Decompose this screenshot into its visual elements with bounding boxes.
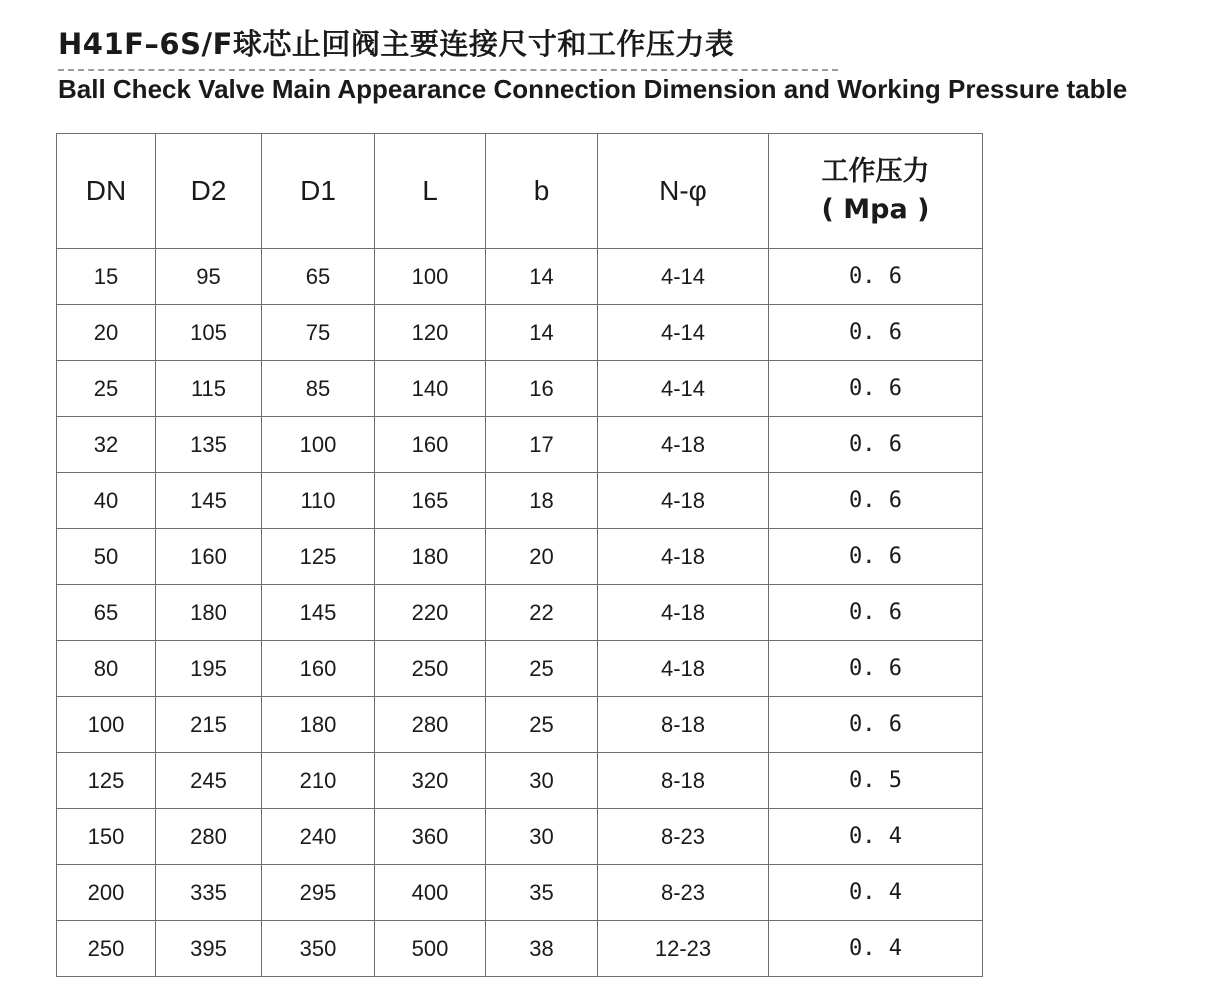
cell-l: 220 xyxy=(375,585,486,641)
cell-working-pressure: 0. 4 xyxy=(769,809,983,865)
cell-b: 30 xyxy=(486,753,598,809)
header-d1: D1 xyxy=(262,134,375,249)
table-row xyxy=(57,641,983,697)
cell-dn: 32 xyxy=(57,417,156,473)
title-english: Ball Check Valve Main Appearance Connection Dimension and Working Pressure table xyxy=(58,74,1128,104)
cell-dn: 125 xyxy=(57,753,156,809)
cell-dn: 100 xyxy=(57,697,156,753)
cell-working-pressure: 0. 6 xyxy=(769,361,983,417)
cell-b: 38 xyxy=(486,921,598,977)
cell-l: 250 xyxy=(375,641,486,697)
cell-working-pressure: 0. 6 xyxy=(769,249,983,305)
cell-n-phi: 4-18 xyxy=(598,641,769,697)
cell-d1: 240 xyxy=(262,809,375,865)
cell-n-phi: 12-23 xyxy=(598,921,769,977)
table-row xyxy=(57,809,983,865)
title-divider xyxy=(58,69,838,71)
header-working-pressure-label: 工作压力 xyxy=(821,156,930,187)
cell-b: 20 xyxy=(486,529,598,585)
cell-d1: 110 xyxy=(262,473,375,529)
cell-b: 35 xyxy=(486,865,598,921)
cell-dn: 15 xyxy=(57,249,156,305)
header-l: L xyxy=(375,134,486,249)
header-working-pressure xyxy=(769,134,983,249)
cell-b: 14 xyxy=(486,249,598,305)
cell-d1: 180 xyxy=(262,697,375,753)
cell-d1: 65 xyxy=(262,249,375,305)
cell-d1: 125 xyxy=(262,529,375,585)
cell-dn: 250 xyxy=(57,921,156,977)
cell-l: 320 xyxy=(375,753,486,809)
cell-d2: 180 xyxy=(156,585,262,641)
table-row xyxy=(57,697,983,753)
cell-d1: 145 xyxy=(262,585,375,641)
cell-d2: 95 xyxy=(156,249,262,305)
cell-d1: 210 xyxy=(262,753,375,809)
table-row xyxy=(57,585,983,641)
cell-d2: 195 xyxy=(156,641,262,697)
cell-n-phi: 4-18 xyxy=(598,529,769,585)
cell-l: 280 xyxy=(375,697,486,753)
cell-d2: 135 xyxy=(156,417,262,473)
cell-dn: 150 xyxy=(57,809,156,865)
table-row xyxy=(57,921,983,977)
cell-d2: 115 xyxy=(156,361,262,417)
cell-n-phi: 4-14 xyxy=(598,249,769,305)
cell-d2: 145 xyxy=(156,473,262,529)
table-row xyxy=(57,865,983,921)
cell-l: 160 xyxy=(375,417,486,473)
cell-d2: 280 xyxy=(156,809,262,865)
cell-n-phi: 8-18 xyxy=(598,697,769,753)
cell-n-phi: 8-18 xyxy=(598,753,769,809)
header-b: b xyxy=(486,134,598,249)
cell-working-pressure: 0. 6 xyxy=(769,529,983,585)
cell-dn: 200 xyxy=(57,865,156,921)
cell-b: 16 xyxy=(486,361,598,417)
cell-dn: 65 xyxy=(57,585,156,641)
table-row xyxy=(57,529,983,585)
cell-d2: 105 xyxy=(156,305,262,361)
cell-d2: 395 xyxy=(156,921,262,977)
cell-l: 360 xyxy=(375,809,486,865)
cell-dn: 20 xyxy=(57,305,156,361)
cell-b: 14 xyxy=(486,305,598,361)
title-chinese: H41F–6S/F球芯止回阀主要连接尺寸和工作压力表 xyxy=(58,27,735,61)
cell-dn: 80 xyxy=(57,641,156,697)
cell-d1: 295 xyxy=(262,865,375,921)
header-working-pressure-unit: ( Mpa ) xyxy=(821,194,930,225)
header-dn: DN xyxy=(57,134,156,249)
dimension-pressure-table xyxy=(56,133,983,977)
cell-l: 140 xyxy=(375,361,486,417)
cell-b: 30 xyxy=(486,809,598,865)
cell-working-pressure: 0. 6 xyxy=(769,585,983,641)
cell-working-pressure: 0. 6 xyxy=(769,305,983,361)
cell-n-phi: 8-23 xyxy=(598,865,769,921)
header-d2: D2 xyxy=(156,134,262,249)
cell-l: 165 xyxy=(375,473,486,529)
table-body xyxy=(57,249,983,977)
table-row xyxy=(57,753,983,809)
table-row xyxy=(57,361,983,417)
cell-working-pressure: 0. 5 xyxy=(769,753,983,809)
header-n-phi: N-φ xyxy=(598,134,769,249)
cell-working-pressure: 0. 6 xyxy=(769,697,983,753)
cell-d1: 85 xyxy=(262,361,375,417)
cell-n-phi: 4-18 xyxy=(598,585,769,641)
cell-b: 25 xyxy=(486,641,598,697)
cell-b: 18 xyxy=(486,473,598,529)
cell-d2: 245 xyxy=(156,753,262,809)
cell-d2: 215 xyxy=(156,697,262,753)
cell-n-phi: 8-23 xyxy=(598,809,769,865)
cell-dn: 25 xyxy=(57,361,156,417)
table-row xyxy=(57,473,983,529)
cell-l: 180 xyxy=(375,529,486,585)
cell-b: 17 xyxy=(486,417,598,473)
cell-d1: 100 xyxy=(262,417,375,473)
cell-n-phi: 4-18 xyxy=(598,417,769,473)
cell-working-pressure: 0. 6 xyxy=(769,417,983,473)
table-header-row xyxy=(57,134,983,249)
cell-b: 22 xyxy=(486,585,598,641)
cell-working-pressure: 0. 4 xyxy=(769,865,983,921)
cell-l: 100 xyxy=(375,249,486,305)
cell-d2: 160 xyxy=(156,529,262,585)
cell-d2: 335 xyxy=(156,865,262,921)
cell-n-phi: 4-18 xyxy=(598,473,769,529)
cell-d1: 160 xyxy=(262,641,375,697)
table-row xyxy=(57,305,983,361)
cell-working-pressure: 0. 6 xyxy=(769,641,983,697)
table-row xyxy=(57,417,983,473)
cell-working-pressure: 0. 4 xyxy=(769,921,983,977)
cell-d1: 350 xyxy=(262,921,375,977)
cell-working-pressure: 0. 6 xyxy=(769,473,983,529)
cell-b: 25 xyxy=(486,697,598,753)
cell-n-phi: 4-14 xyxy=(598,361,769,417)
cell-dn: 50 xyxy=(57,529,156,585)
cell-l: 120 xyxy=(375,305,486,361)
cell-l: 500 xyxy=(375,921,486,977)
cell-n-phi: 4-14 xyxy=(598,305,769,361)
cell-dn: 40 xyxy=(57,473,156,529)
cell-d1: 75 xyxy=(262,305,375,361)
table-row xyxy=(57,249,983,305)
cell-l: 400 xyxy=(375,865,486,921)
